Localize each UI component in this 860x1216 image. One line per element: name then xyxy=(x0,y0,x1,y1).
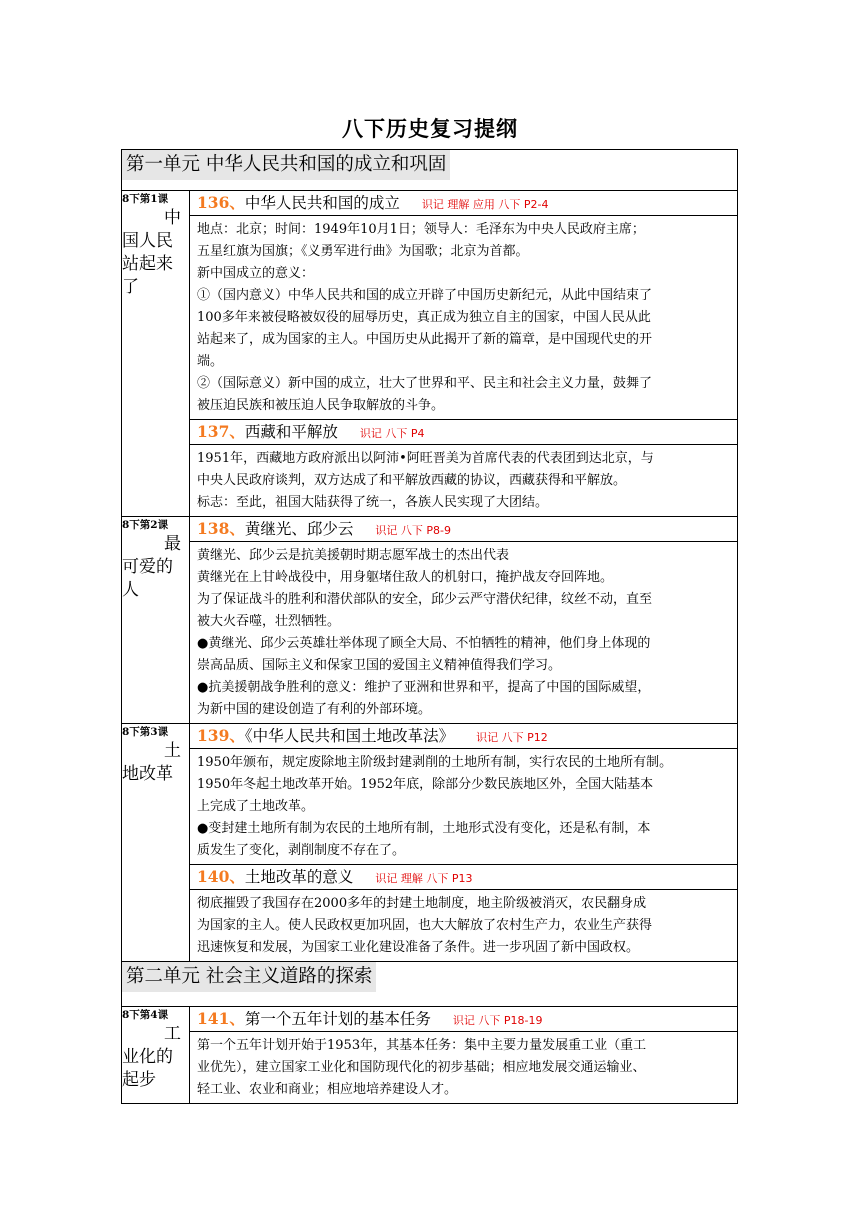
body-line: 第一个五年计划开始于1953年，其基本任务：集中主要力量发展重工业（重工 xyxy=(197,1038,647,1053)
lesson-code: 8下第1课 xyxy=(122,193,169,205)
lesson-name: 土 地改革 xyxy=(122,741,181,784)
body-line: 为了保证战斗的胜利和潜伏部队的安全，邱少云严守潜伏纪律，纹丝不动，直至 xyxy=(197,592,653,607)
lesson-content xyxy=(190,724,738,962)
lesson-code: 8下第3课 xyxy=(122,726,169,738)
topic-number: 136、 xyxy=(197,193,245,212)
body-line: 标志：至此，祖国大陆获得了统一，各族人民实现了大团结。 xyxy=(197,495,549,510)
unit-title: 第一单元 中华人民共和国的成立和巩固 xyxy=(122,150,450,180)
lesson-code: 8下第2课 xyxy=(122,519,169,531)
topic-tags: 识记 理解 应用 八下 P2-4 xyxy=(421,198,549,211)
body-line: 被大火吞噬，壮烈牺牲。 xyxy=(197,614,341,629)
topic-body xyxy=(190,749,737,865)
lesson-cell xyxy=(122,191,190,517)
topic-heading xyxy=(190,724,737,749)
topic-number: 140、 xyxy=(197,867,245,886)
unit-header-row xyxy=(122,150,738,191)
topic-heading xyxy=(190,420,737,445)
lesson-cell xyxy=(122,1007,190,1104)
body-line: 崇高品质、国际主义和保家卫国的爱国主义精神值得我们学习。 xyxy=(197,658,562,673)
topic-number: 137、 xyxy=(197,422,245,441)
topic-title: 第一个五年计划的基本任务 xyxy=(244,1010,431,1028)
topic-body xyxy=(190,216,737,420)
lesson-cell xyxy=(122,517,190,724)
body-line: 质发生了变化，剥削制度不存在了。 xyxy=(197,843,406,858)
outline-table xyxy=(121,149,738,1104)
lesson-name: 中 国人民 站起来 了 xyxy=(122,208,181,297)
body-line: 1951年，西藏地方政府派出以阿沛•阿旺晋美为首席代表的代表团到达北京，与 xyxy=(197,451,654,466)
unit-header-row xyxy=(122,962,738,1007)
lesson-name: 工 业化的 起步 xyxy=(122,1024,181,1090)
body-line: 100多年来被侵略被奴役的屈辱历史，真正成为独立自主的国家，中国人民从此 xyxy=(197,310,651,325)
body-line: ●黄继光、邱少云英雄壮举体现了顾全大局、不怕牺牲的精神，他们身上体现的 xyxy=(197,636,651,651)
body-line: 新中国成立的意义： xyxy=(197,266,315,281)
body-line: 业优先），建立国家工业化和国防现代化的初步基础；相应地发展交通运输业、 xyxy=(197,1060,646,1075)
body-line: 为国家的主人。使人民政权更加巩固，也大大解放了农村生产力，农业生产获得 xyxy=(197,918,653,933)
body-line: 黄继光、邱少云是抗美援朝时期志愿军战士的杰出代表 xyxy=(197,548,510,563)
body-line: 1950年冬起土地改革开始。1952年底，除部分少数民族地区外，全国大陆基本 xyxy=(197,777,654,792)
topic-heading xyxy=(190,865,737,890)
body-line: 地点：北京；时间：1949年10月1日；领导人：毛泽东为中央人民政府主席； xyxy=(197,222,645,237)
lesson-row xyxy=(122,191,738,517)
topic-title: 中华人民共和国的成立 xyxy=(244,194,400,212)
body-line: 五星红旗为国旗；《义勇军进行曲》为国歌；北京为首都。 xyxy=(197,244,529,259)
topic-body xyxy=(190,890,737,961)
document-title: 八下历史复习提纲 xyxy=(342,117,518,141)
lesson-content xyxy=(190,1007,738,1104)
body-line: 黄继光在上甘岭战役中，用身躯堵住敌人的机射口，掩护战友夺回阵地。 xyxy=(197,570,614,585)
lesson-content xyxy=(190,517,738,724)
body-line: ●变封建土地所有制为农民的土地所有制，土地形式没有变化，还是私有制，本 xyxy=(197,821,651,836)
topic-body xyxy=(190,445,737,516)
topic-number: 138、 xyxy=(197,519,245,538)
lesson-cell xyxy=(122,724,190,962)
body-line: 站起来了，成为国家的主人。中国历史从此揭开了新的篇章，是中国现代史的开 xyxy=(197,332,653,347)
body-line: ●抗美援朝战争胜利的意义：维护了亚洲和世界和平，提高了中国的国际威望， xyxy=(197,680,651,695)
unit-title: 第二单元 社会主义道路的探索 xyxy=(122,962,376,992)
body-line: ②（国际意义）新中国的成立，壮大了世界和平、民主和社会主义力量，鼓舞了 xyxy=(197,376,653,391)
topic-title: 西藏和平解放 xyxy=(244,423,338,441)
body-line: ①（国内意义）中华人民共和国的成立开辟了中国历史新纪元，从此中国结束了 xyxy=(197,288,653,303)
topic-tags: 识记 八下 P12 xyxy=(476,731,548,744)
body-line: 彻底摧毁了我国存在2000多年的封建土地制度，地主阶级被消灭，农民翻身成 xyxy=(197,896,647,911)
topic-heading xyxy=(190,1007,737,1032)
topic-heading xyxy=(190,517,737,542)
topic-body xyxy=(190,542,737,723)
body-line: 轻工业、农业和商业；相应地培养建设人才。 xyxy=(197,1082,458,1097)
topic-number: 141、 xyxy=(197,1009,245,1028)
topic-tags: 识记 八下 P18-19 xyxy=(452,1014,543,1027)
body-line: 中央人民政府谈判，双方达成了和平解放西藏的协议，西藏获得和平解放。 xyxy=(197,473,627,488)
topic-number: 139、 xyxy=(197,726,245,745)
topic-tags: 识记 理解 八下 P13 xyxy=(375,872,473,885)
topic-body xyxy=(190,1032,737,1103)
topic-title: 土地改革的意义 xyxy=(244,868,354,886)
body-line: 端。 xyxy=(197,354,224,369)
lesson-row xyxy=(122,724,738,962)
lesson-row xyxy=(122,517,738,724)
topic-tags: 识记 八下 P4 xyxy=(359,427,425,440)
lesson-name: 最 可爱的 人 xyxy=(122,534,181,600)
lesson-row xyxy=(122,1007,738,1104)
topic-title: 黄继光、邱少云 xyxy=(244,520,354,538)
body-line: 1950年颁布，规定废除地主阶级封建剥削的土地所有制，实行农民的土地所有制。 xyxy=(197,755,673,770)
topic-tags: 识记 八下 P8-9 xyxy=(375,524,451,537)
body-line: 为新中国的建设创造了有利的外部环境。 xyxy=(197,702,432,717)
lesson-content xyxy=(190,191,738,517)
body-line: 上完成了土地改革。 xyxy=(197,799,315,814)
body-line: 迅速恢复和发展，为国家工业化建设准备了条件。进一步巩固了新中国政权。 xyxy=(197,940,640,955)
lesson-code: 8下第4课 xyxy=(122,1009,169,1021)
topic-title: 《中华人民共和国土地改革法》 xyxy=(244,727,455,745)
body-line: 被压迫民族和被压迫人民争取解放的斗争。 xyxy=(197,398,445,413)
topic-heading xyxy=(190,191,737,216)
